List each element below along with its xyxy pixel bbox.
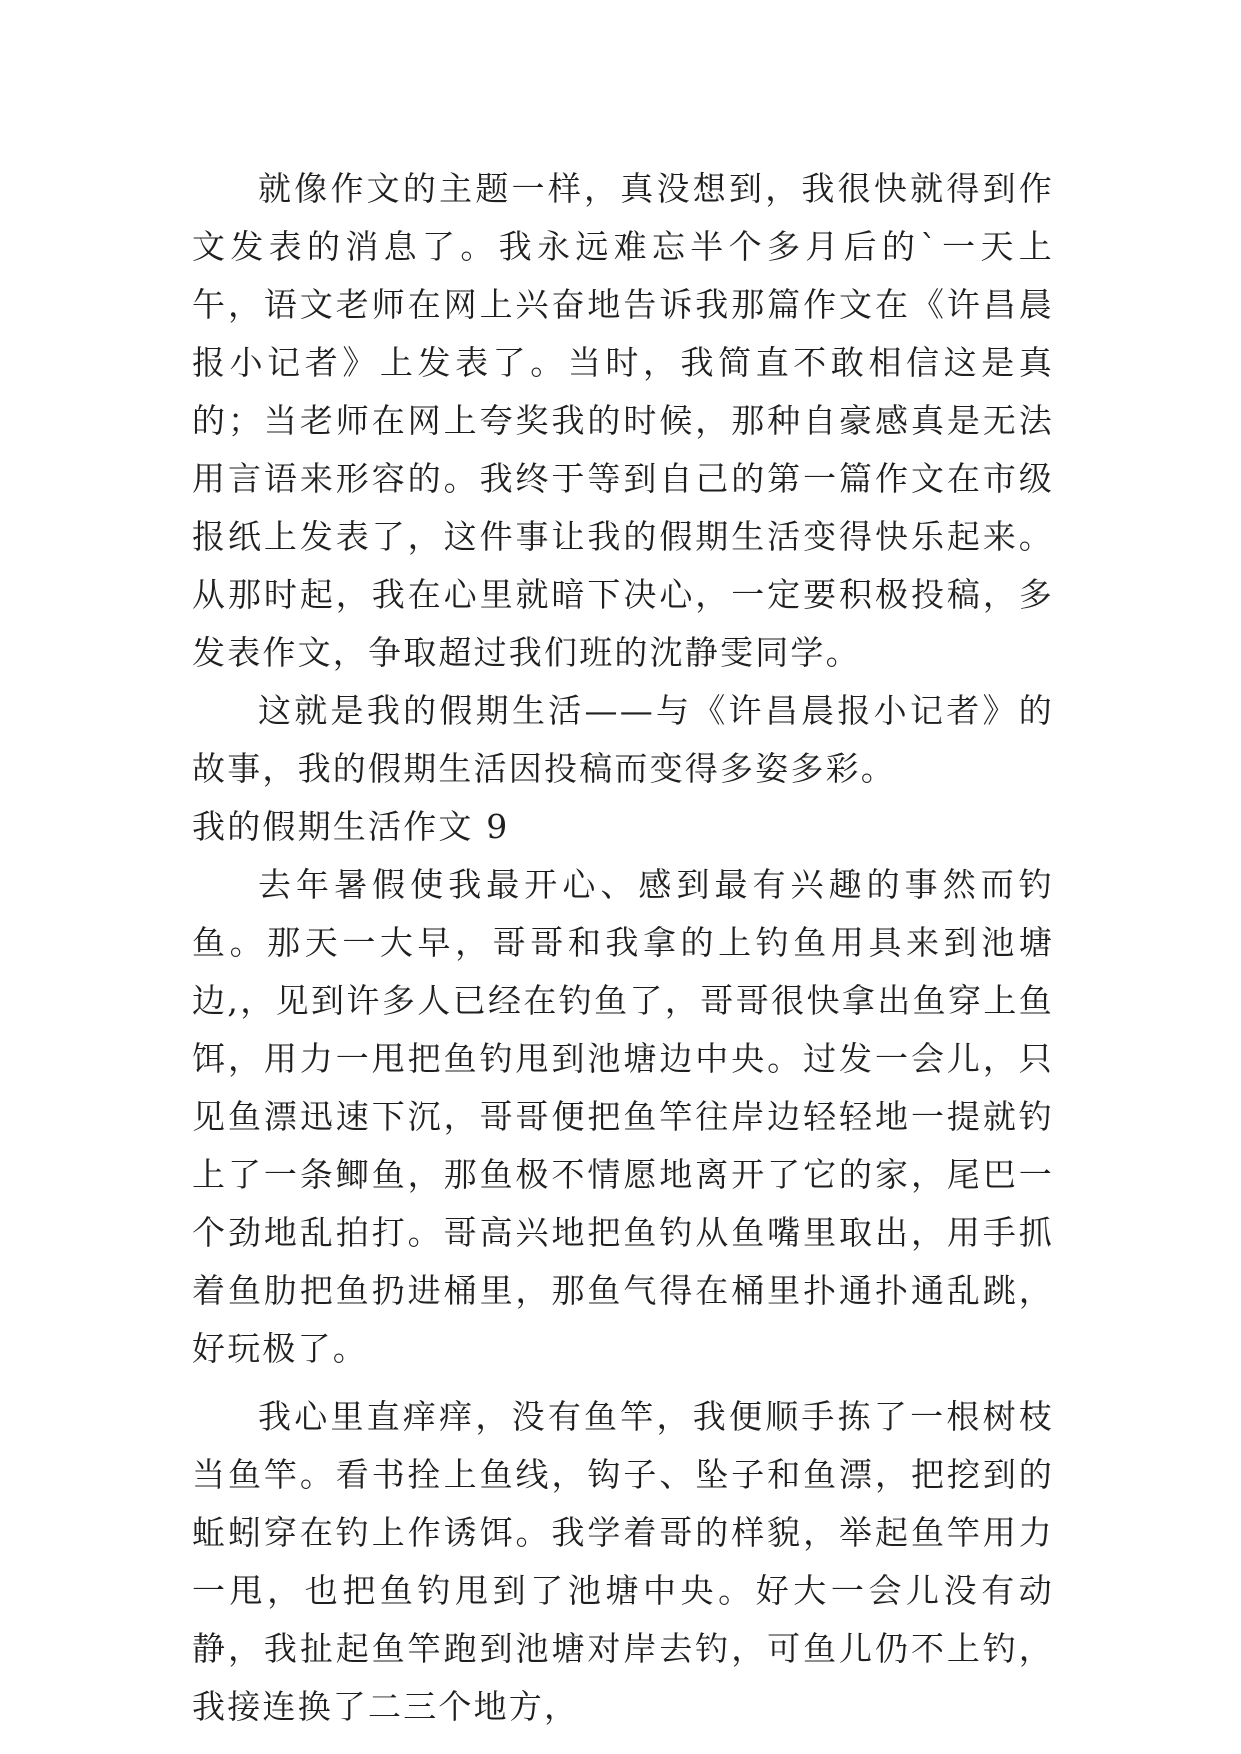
- paragraph-1: 就像作文的主题一样，真没想到，我很快就得到作文发表的消息了。我永远难忘半个多月后的`一天上午，语文老师在网上兴奋地告诉我那篇作文在《许昌晨报小记者》上发表了。当时，我简直不敢相信这是真的；当老师在网上夸奖我的时候，那种自豪感真是无法用言语来形容的。我终于等到自己的第一篇作文在市级报纸上发表了，这件事让我的假期生活变得快乐起来。从那时起，我在心里就暗下决心，一定要积极投稿，多发表作文，争取超过我们班的沈静雯同学。: [192, 169, 1054, 672]
- document-body: [192, 160, 1054, 1736]
- paragraph-2: 这就是我的假期生活——与《许昌晨报小记者》的故事，我的假期生活因投稿而变得多姿多彩。: [192, 691, 1054, 788]
- paragraph-4: 我心里直痒痒，没有鱼竿，我便顺手拣了一根树枝当鱼竿。看书拴上鱼线，钩子、坠子和鱼漂，把挖到的蚯蚓穿在钓上作诱饵。我学着哥的样貌，举起鱼竿用力一甩，也把鱼钓甩到了池塘中央。好大一会儿没有动静，我扯起鱼竿跑到池塘对岸去钓，可鱼儿仍不上钓，我接连换了二三个地方，: [192, 1397, 1054, 1726]
- paragraph-3: 去年暑假使我最开心、感到最有兴趣的事然而钓鱼。那天一大早，哥哥和我拿的上钓鱼用具来到池塘边,，见到许多人已经在钓鱼了，哥哥很快拿出鱼穿上鱼饵，用力一甩把鱼钓甩到池塘边中央。过发一会儿，只见鱼漂迅速下沉，哥哥便把鱼竿往岸边轻轻地一提就钓上了一条鲫鱼，那鱼极不情愿地离开了它的家，尾巴一个劲地乱拍打。哥高兴地把鱼钓从鱼嘴里取出，用手抓着鱼肋把鱼扔进桶里，那鱼气得在桶里扑通扑通乱跳，好玩极了。: [192, 865, 1054, 1368]
- section-heading: 我的假期生活作文 9: [192, 807, 510, 846]
